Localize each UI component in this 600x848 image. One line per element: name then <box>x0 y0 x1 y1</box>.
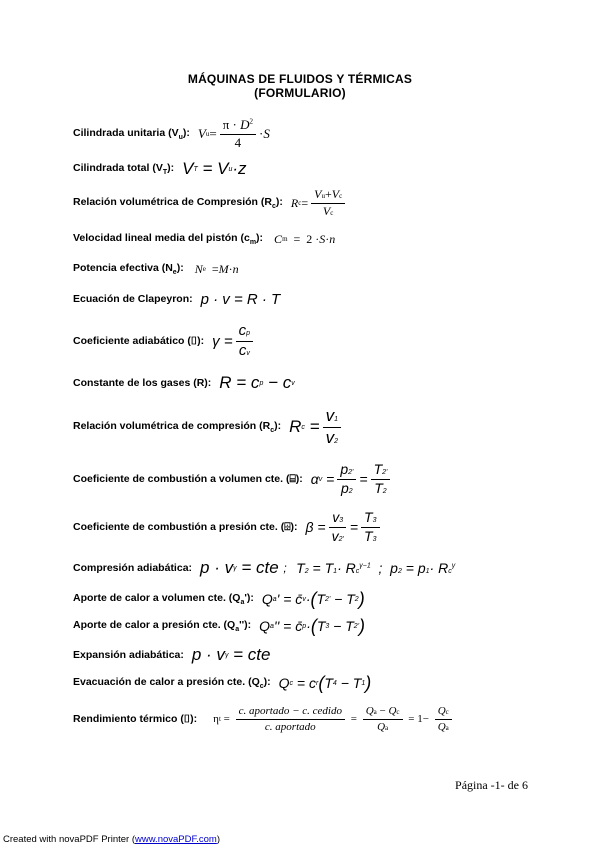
formula-expression: N e = M · n <box>194 261 239 276</box>
formula-constante-gases: Constante de los gases (R): R = c p − c v <box>73 373 295 392</box>
novapdf-link[interactable]: www.novaPDF.com <box>135 834 217 845</box>
formula-cilindrada-total: Cilindrada total $(V_T)$: V T = V u ·z <box>73 159 247 178</box>
formula-velocidad-media: Velocidad lineal media del pistón $(c_m)$: C m = 2 · S · n <box>73 231 336 247</box>
formula-expression: p · v γ = cte ; $T2 = T1\cdot Rc^{\gamma-1}$ ; $p2 = p1\cdot Rc^\gamma$ <box>200 558 456 577</box>
formula-aporte-volumen: Aporte de calor a volumen cte. $(Q_a')$: Q a ' = c̄ v · ( T 2' − T 2 ) <box>73 588 365 609</box>
formula-expression: V u = $\frac{\pi \cdot D^2}{4}$ · S <box>197 117 270 150</box>
footer-credit: Created with novaPDF Printer (www.novaPDF.com) <box>3 834 221 845</box>
page-number: Página -1- de 6 <box>455 778 528 792</box>
formula-rendimiento-termico: Rendimiento térmico (⌷): η t = $\frac{\text{c. aportado − c. cedido}}{\text{c. aportado}}$ = $\frac{Qa - Qc}{Qa}$ = 1− $\frac{Qc}{Qa}$ <box>73 698 455 740</box>
formula-expression: γ = $\frac{cp}{cv}$ <box>212 323 256 359</box>
formula-compresion-adiabatica: Compresión adiabática: p · v γ = cte ; $T2 = T1\cdot Rc^{\gamma-1}$ ; $p2 = p1\cdot Rc^\gamma$ <box>73 558 456 577</box>
page-title: MÁQUINAS DE FLUIDOS Y TÉRMICAS <box>187 72 413 86</box>
formula-combustion-volumen: Coeficiente de combustión a volumen cte. (⌸): α v = $\frac{p2'}{p2}$ = $\frac{T2'}{T2}$ <box>73 458 393 500</box>
formula-potencia-efectiva: Potencia efectiva $(N_e)$: N e = M · n <box>73 261 239 277</box>
formula-expression: p · v = R · T <box>200 290 281 308</box>
formula-aporte-presion: Aporte de calor a presión cte. $(Q_a'')$: Q a '' = c̄ p · ( T 3 − T 2' ) <box>73 615 366 636</box>
formula-expression: C m = 2 · S · n <box>274 231 336 246</box>
formula-combustion-presion: Coeficiente de combustión a presión cte. (⌹): β = $\frac{v3}{v2'}$ = $\frac{T3}{T3}$ <box>73 506 383 548</box>
formula-expression: R c = $\frac{Vu+Vc}{Vc}$ <box>291 188 348 217</box>
formula-coeficiente-adiabatico: Coeficiente adiabático (⌷): γ = $\frac{cp}{cv}$ <box>73 318 256 364</box>
formula-clapeyron: Ecuación de Clapeyron: p · v = R · T <box>73 290 281 308</box>
page-subtitle: (FORMULARIO) <box>254 86 346 100</box>
formula-expression: V T = V u ·z <box>182 159 247 178</box>
formula-label-sub: u <box>178 134 183 142</box>
formula-expression: R = c p − c v <box>219 373 295 392</box>
formula-expression: Q c = c r ( T 4 − T 1 ) <box>278 672 372 693</box>
formula-expression: Q a '' = c̄ p · ( T 3 − T 2' ) <box>259 615 366 636</box>
formula-expansion-adiabatica: Expansión adiabática: p · v γ = cte <box>73 645 271 664</box>
formula-cilindrada-unitaria: Cilindrada unitaria $(V_u)$: V u = $\frac{\pi \cdot D^2}{4}$ · S <box>73 117 270 150</box>
formula-expression: R c = $\frac{v1}{v2}$ <box>289 407 344 447</box>
formula-expression: p · v γ = cte <box>191 645 271 664</box>
formula-expression: α v = $\frac{p2'}{p2}$ = $\frac{T2'}{T2}$ <box>311 462 394 496</box>
formula-relacion-compresion-2: Relación volumétrica de compresión $(R_c)$: R c = $\frac{v1}{v2}$ <box>73 406 344 448</box>
formula-label: Cilindrada unitaria (V <box>73 126 179 139</box>
formula-relacion-compresion: Relación volumétrica de Compresión $(R_c)$: R c = $\frac{Vu+Vc}{Vc}$ <box>73 186 348 220</box>
formula-expression: Q a ' = c̄ v · ( T 2' − T 2 ) <box>261 588 365 609</box>
formula-evacuacion-presion: Evacuación de calor a presión cte. $(Q_c)$: Q c = c r ( T 4 − T 1 ) <box>73 672 372 693</box>
formula-expression: η t = $\frac{\text{c. aportado − c. cedido}}{\text{c. aportado}}$ = $\frac{Qa - Qc}{Qa}$ = 1− $\frac{Qc}{Qa}$ <box>213 705 455 732</box>
formula-expression: β = $\frac{v3}{v2'}$ = $\frac{T3}{T3}$ <box>306 510 383 544</box>
